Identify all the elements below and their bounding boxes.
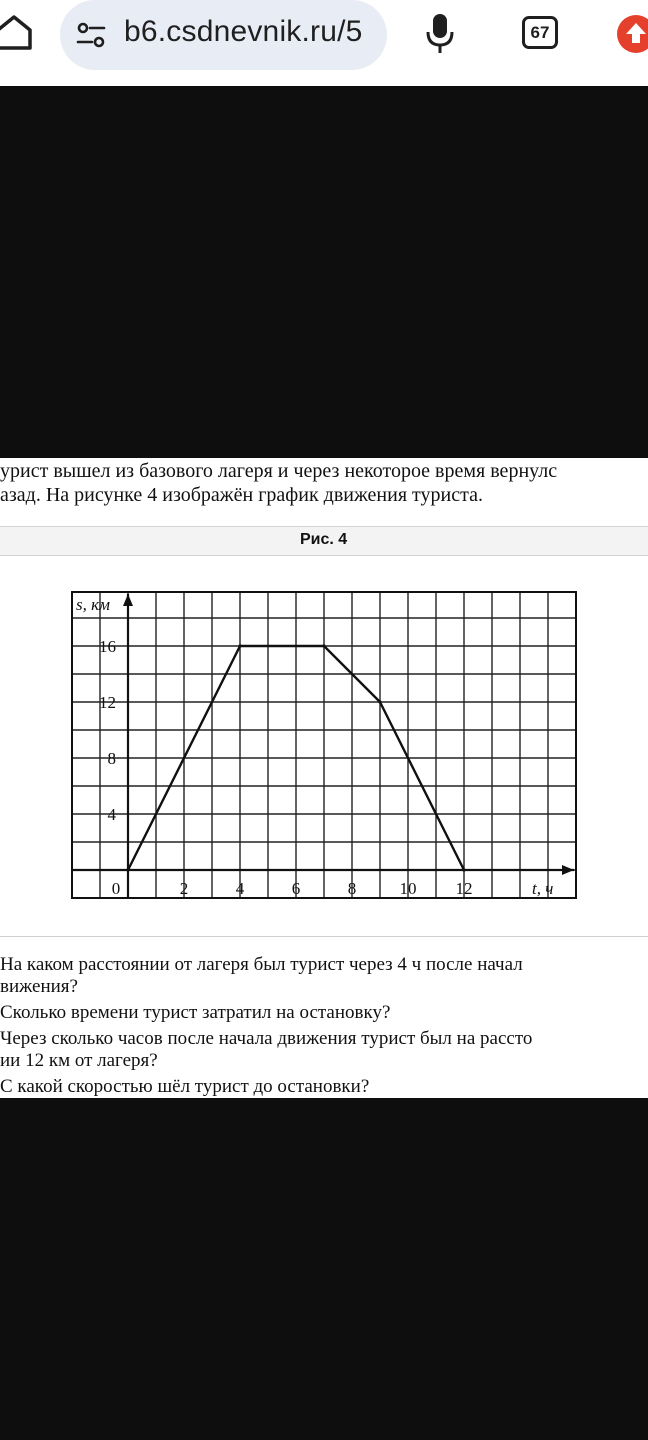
data-point bbox=[238, 644, 241, 647]
y-tick-label: 16 bbox=[99, 637, 116, 656]
x-tick-label: 2 bbox=[179, 879, 189, 898]
address-bar[interactable] bbox=[60, 0, 387, 70]
intro-line-1: урист вышел из базового лагеря и через некоторое время вернулс bbox=[0, 460, 558, 482]
url-text[interactable]: b6.csdnevnik.ru/5 bbox=[124, 15, 363, 48]
question-4: С какой скоростью шёл турист до остановки? bbox=[0, 1076, 370, 1097]
home-icon[interactable] bbox=[0, 12, 34, 52]
question-3-line-1: Через сколько часов после начала движения турист был на рассто bbox=[0, 1028, 533, 1049]
tabs-icon[interactable]: 67 bbox=[522, 16, 558, 49]
extension-icon[interactable] bbox=[616, 14, 648, 54]
chart-area bbox=[0, 556, 648, 936]
x-tick-label: 8 bbox=[347, 879, 357, 898]
x-tick-label: 4 bbox=[235, 879, 245, 898]
question-1-line-2: вижения? bbox=[0, 976, 78, 997]
question-2: Сколько времени турист затратил на остановку? bbox=[0, 1002, 391, 1023]
figure-caption: Рис. 4 bbox=[300, 531, 348, 548]
x-axis-arrow bbox=[562, 865, 574, 875]
y-tick-label: 8 bbox=[107, 749, 116, 768]
divider bbox=[0, 936, 648, 937]
textbook-page bbox=[0, 458, 648, 1098]
x-axis-label: t, ч bbox=[532, 879, 554, 898]
intro-line-2: азад. На рисунке 4 изображён график движения туриста. bbox=[0, 484, 483, 506]
question-1-line-1: На каком расстоянии от лагеря был турист через 4 ч после начал bbox=[0, 954, 523, 975]
x-tick-label: 10 bbox=[399, 879, 417, 898]
x-tick-label: 0 bbox=[111, 879, 121, 898]
data-point bbox=[378, 700, 381, 703]
tune-icon[interactable] bbox=[76, 20, 106, 50]
data-point bbox=[126, 868, 129, 871]
data-point bbox=[462, 868, 465, 871]
question-3-line-2: ии 12 км от лагеря? bbox=[0, 1050, 158, 1071]
distance-time-chart bbox=[0, 556, 648, 936]
figure-caption-bar bbox=[0, 526, 648, 556]
y-axis-label: s, км bbox=[76, 595, 110, 614]
data-point bbox=[322, 644, 325, 647]
y-tick-label: 12 bbox=[99, 693, 116, 712]
mic-icon[interactable] bbox=[424, 12, 456, 56]
y-axis-arrow bbox=[123, 594, 133, 606]
x-tick-label: 12 bbox=[455, 879, 473, 898]
browser-toolbar bbox=[0, 0, 648, 86]
y-tick-label: 4 bbox=[107, 805, 116, 824]
x-tick-label: 6 bbox=[291, 879, 301, 898]
